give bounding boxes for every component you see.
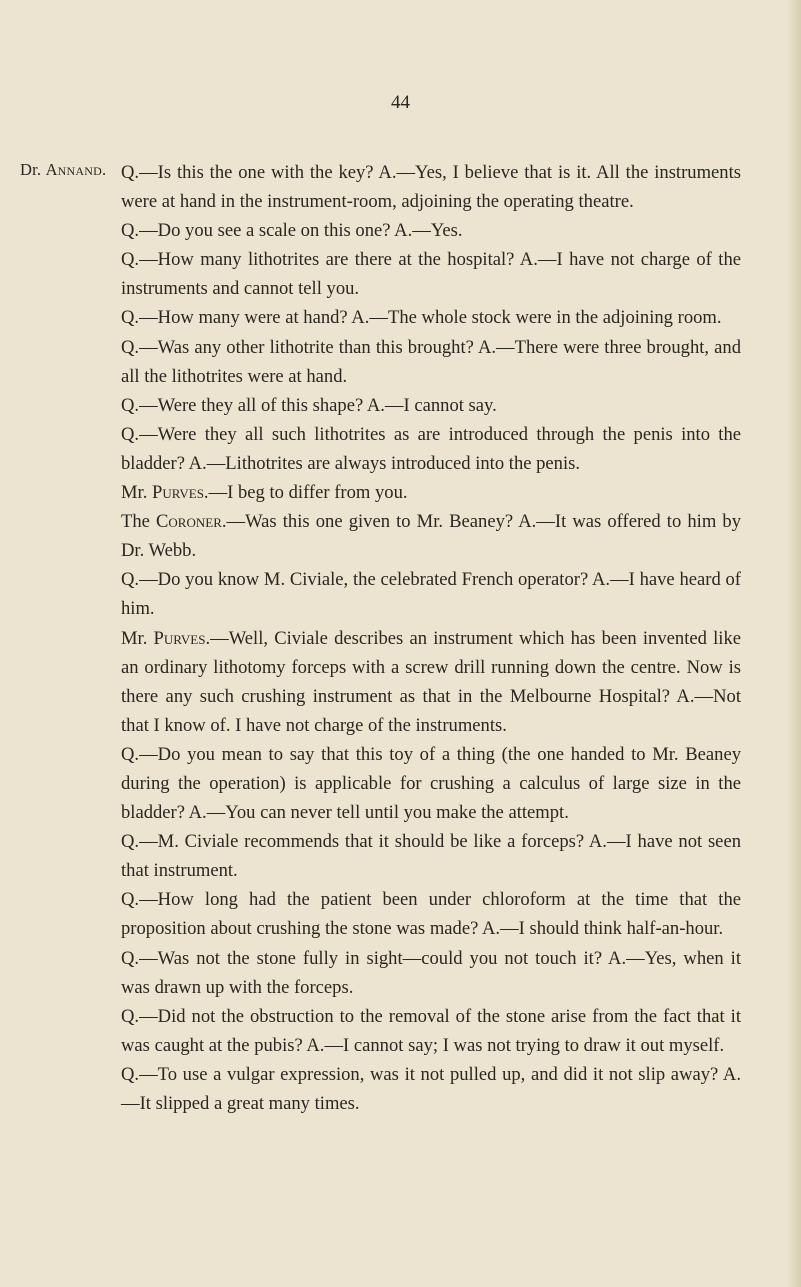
speaker-text: .—I beg to differ from you.	[203, 482, 408, 504]
paragraph: Q.—How many lithotrites are there at the hospital? A.—I have not charge of the instruments and cannot tell you.	[121, 249, 741, 300]
paragraph: Q.—Did not the obstruction to the removal of the stone arise from the fact that it was caught at the pubis? A.—I cannot say; I was not trying to draw it out myself.	[121, 1005, 741, 1056]
paragraph: Q.—Do you see a scale on this one? A.—Yes.	[121, 220, 463, 242]
speaker-prefix: Mr.	[121, 482, 152, 504]
page-number: 44	[391, 92, 410, 113]
speaker-name: Coroner	[156, 511, 222, 533]
speaker-paragraph	[121, 507, 741, 565]
paragraph: Q.—Were they all of this shape? A.—I cannot say.	[121, 394, 497, 416]
paragraph: Q.—M. Civiale recommends that it should be like a forceps? A.—I have not seen that instrument.	[121, 831, 741, 882]
speaker-name: Purves	[152, 482, 204, 504]
speaker-prefix: Mr.	[121, 627, 154, 649]
paragraph: Q.—To use a vulgar expression, was it not pulled up, and did it not slip away? A.—It slipped a great many times.	[121, 1063, 741, 1114]
speaker-paragraph	[121, 624, 741, 740]
speaker-prefix: The	[121, 511, 157, 533]
paragraph: Q.—How long had the patient been under chloroform at the time that the proposition about crushing the stone was made? A.—I should think half-an-hour.	[121, 889, 741, 940]
paragraph: Q.—Were they all such lithotrites as are introduced through the penis into the bladder? A.—Lithotrites are always introduced into the penis.	[121, 423, 741, 474]
speaker-text: .—Was this one given to Mr. Beaney? A.—It was offered to him by Dr. Webb.	[121, 511, 741, 562]
margin-note	[20, 160, 106, 180]
paragraph: Q.—How many were at hand? A.—The whole stock were in the adjoining room.	[121, 307, 722, 329]
paragraph: Q.—Was any other lithotrite than this brought? A.—There were three brought, and all the lithotrites were at hand.	[121, 336, 741, 387]
body-text	[121, 158, 741, 1118]
paragraph: Q.—Do you mean to say that this toy of a thing (the one handed to Mr. Beaney during the operation) is applicable for crushing a calculus of large size in the bladder? A.—You can never tell until you make the attempt.	[121, 743, 741, 824]
page-edge-shadow	[787, 0, 801, 1287]
margin-note-prefix: Dr.	[20, 160, 46, 179]
speaker-text: .—Well, Civiale describes an instrument which has been invented like an ordinary lithotomy forceps with a screw drill running down the centre. Now is there any such crushing instrument as that in the Melbourne Hospital? A.—Not that I know of. I have not charge of the instruments.	[121, 627, 741, 736]
paragraph: Q.—Was not the stone fully in sight—could you not touch it? A.—Yes, when it was drawn up with the forceps.	[121, 947, 741, 998]
paragraph: Q.—Is this the one with the key? A.—Yes, I believe that is it. All the instruments were at hand in the instrument-room, adjoining the operating theatre.	[121, 162, 741, 213]
paragraph: Q.—Do you know M. Civiale, the celebrated French operator? A.—I have heard of him.	[121, 569, 741, 620]
speaker-name: Purves	[153, 627, 206, 649]
speaker-paragraph	[121, 478, 741, 507]
margin-note-name: Annand.	[45, 160, 107, 179]
